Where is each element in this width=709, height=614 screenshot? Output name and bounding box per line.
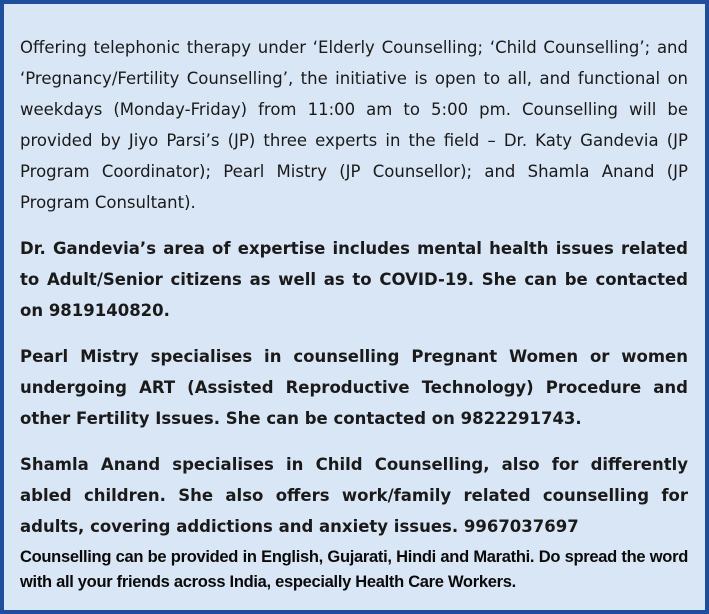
closing-paragraph: Counselling can be provided in English, Gujarati, Hindi and Marathi. Do spread the word with all your friends across India, especially Health Care Workers. [20,548,688,591]
anand-paragraph: Shamla Anand specialises in Child Counselling, also for differently abled children. She also offers work/family related counselling for adults, covering addictions and anxiety issues. 9967037697 [20,455,688,536]
intro-paragraph: Offering telephonic therapy under ‘Elderly Counselling; ‘Child Counselling’; and ‘Pregnancy/Fertility Counselling’, the initiative is open to all, and functional on weekdays (Monday-Friday) from 11:00 am to 5:00 pm. Counselling will be provided by Jiyo Parsi’s (JP) three experts in the field – Dr. Katy Gandevia (JP Program Coordinator); Pearl Mistry (JP Counsellor); and Shamla Anand (JP Program Consultant). [20,38,688,212]
article-body [20,32,688,595]
mistry-paragraph: Pearl Mistry specialises in counselling Pregnant Women or women undergoing ART (Assisted Reproductive Technology) Procedure and other Fertility Issues. She can be contacted on 9822291743. [20,347,688,428]
gandevia-paragraph: Dr. Gandevia’s area of expertise includes mental health issues related to Adult/Senior citizens as well as to COVID-19. She can be contacted on 9819140820. [20,239,688,320]
